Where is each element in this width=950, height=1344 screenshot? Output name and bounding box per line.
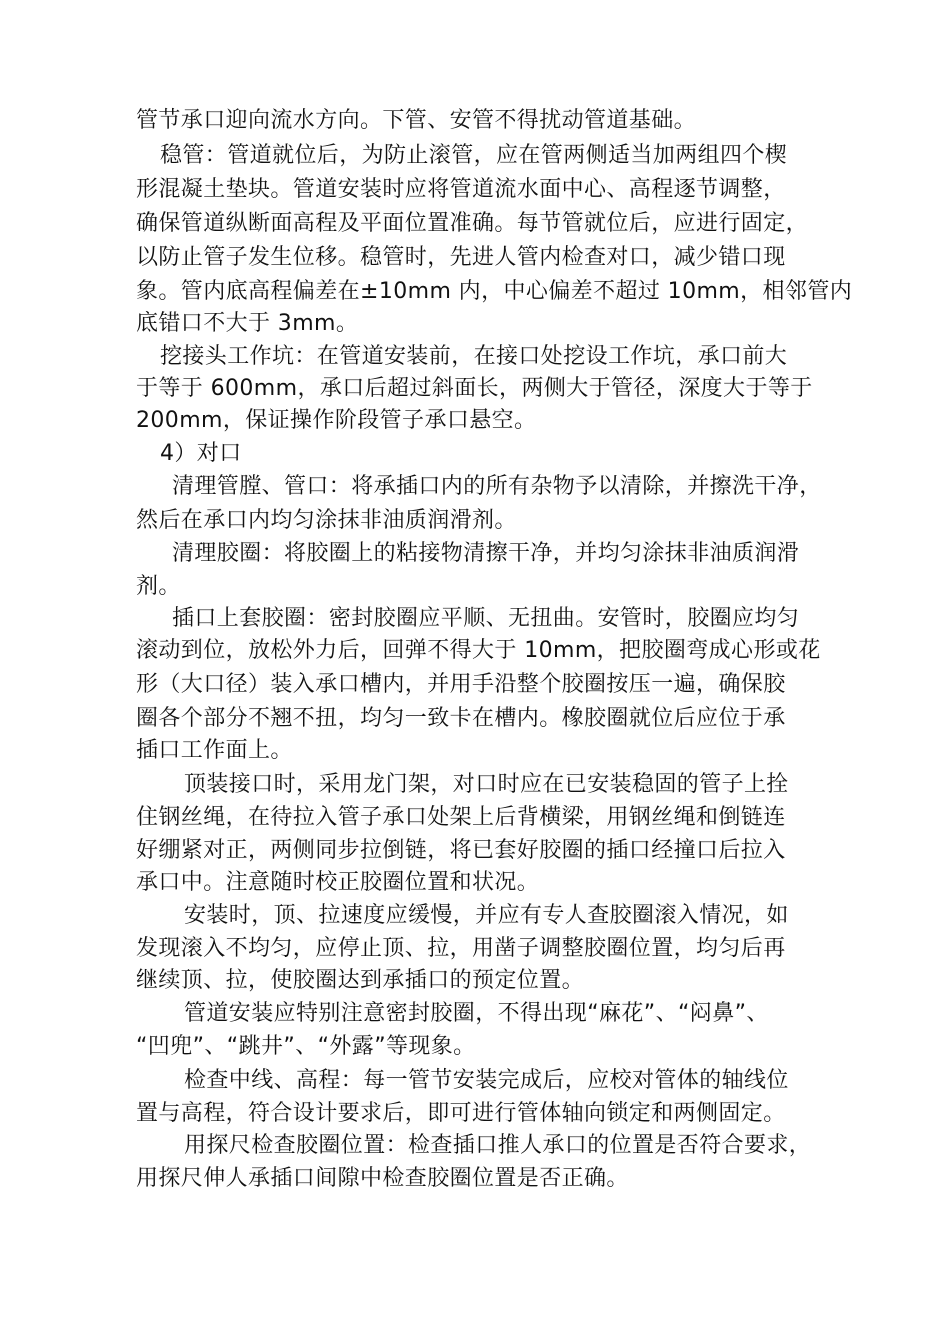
text-line: 清理管膛、管口：将承插口内的所有杂物予以清除，并擦洗干净， [172, 474, 822, 499]
text-line: 置与高程，符合设计要求后，即可进行管体轴向锁定和两侧固定。 [136, 1101, 786, 1126]
text-line: 检查中线、高程：每一管节安装完成后，应校对管体的轴线位 [184, 1068, 789, 1093]
section-heading: 4）对口 [160, 441, 242, 466]
text-line: 插口上套胶圈：密封胶圈应平顺、无扭曲。安管时，胶圈应均匀 [172, 606, 800, 631]
text-line: “凹兜”、“跳井”、“外露”等现象。 [136, 1034, 476, 1059]
text-line: 承口中。注意随时校正胶圈位置和状况。 [136, 870, 540, 895]
text-line: 继续顶、拉，使胶圈达到承插口的预定位置。 [136, 968, 585, 993]
text-line: 好绷紧对正，两侧同步拉倒链，将已套好胶圈的插口经撞口后拉入 [136, 838, 786, 863]
text-line: 确保管道纵断面高程及平面位置准确。每节管就位后，应进行固定， [136, 211, 809, 236]
text-line: 形混凝土垫块。管道安装时应将管道流水面中心、高程逐节调整， [136, 177, 786, 202]
text-line: 管节承口迎向流水方向。下管、安管不得扰动管道基础。 [136, 108, 697, 133]
text-line: 剂。 [136, 574, 181, 599]
text-line: 用探尺检查胶圈位置：检查插口推人承口的位置是否符合要求， [184, 1133, 812, 1158]
text-line: 于等于 600mm，承口后超过斜面长，两侧大于管径，深度大于等于 [136, 376, 813, 401]
text-line: 然后在承口内均匀涂抹非油质润滑剂。 [136, 508, 517, 533]
text-line: 象。管内底高程偏差在±10mm 内，中心偏差不超过 10mm，相邻管内 [136, 279, 853, 304]
text-line: 200mm，保证操作阶段管子承口悬空。 [136, 408, 537, 433]
text-line: 用探尺伸人承插口间隙中检查胶圈位置是否正确。 [136, 1166, 629, 1191]
text-line: 形（大口径）装入承口槽内，并用手沿整个胶圈按压一遍，确保胶 [136, 672, 786, 697]
text-line: 顶装接口时，采用龙门架，对口时应在已安装稳固的管子上拴 [184, 772, 789, 797]
text-line: 住钢丝绳，在待拉入管子承口处架上后背横梁，用钢丝绳和倒链连 [136, 805, 786, 830]
text-line: 挖接头工作坑：在管道安装前，在接口处挖设工作坑，承口前大 [160, 344, 788, 369]
text-line: 清理胶圈：将胶圈上的粘接物清擦干净，并均匀涂抹非油质润滑 [172, 541, 800, 566]
text-line: 圈各个部分不翘不扭，均匀一致卡在槽内。橡胶圈就位后应位于承 [136, 706, 786, 731]
text-line: 底错口不大于 3mm。 [136, 311, 359, 336]
text-line: 管道安装应特别注意密封胶圈，不得出现“麻花”、“闷鼻”、 [184, 1001, 769, 1026]
text-line: 安装时，顶、拉速度应缓慢，并应有专人查胶圈滚入情况，如 [184, 903, 789, 928]
text-line: 以防止管子发生位移。稳管时，先进人管内检查对口，减少错口现 [136, 245, 786, 270]
text-line: 插口工作面上。 [136, 738, 293, 763]
text-line: 发现滚入不均匀，应停止顶、拉，用凿子调整胶圈位置，均匀后再 [136, 936, 786, 961]
text-line: 滚动到位，放松外力后，回弹不得大于 10mm，把胶圈弯成心形或花 [136, 638, 821, 663]
text-line: 稳管：管道就位后，为防止滚管，应在管两侧适当加两组四个楔 [160, 143, 788, 168]
